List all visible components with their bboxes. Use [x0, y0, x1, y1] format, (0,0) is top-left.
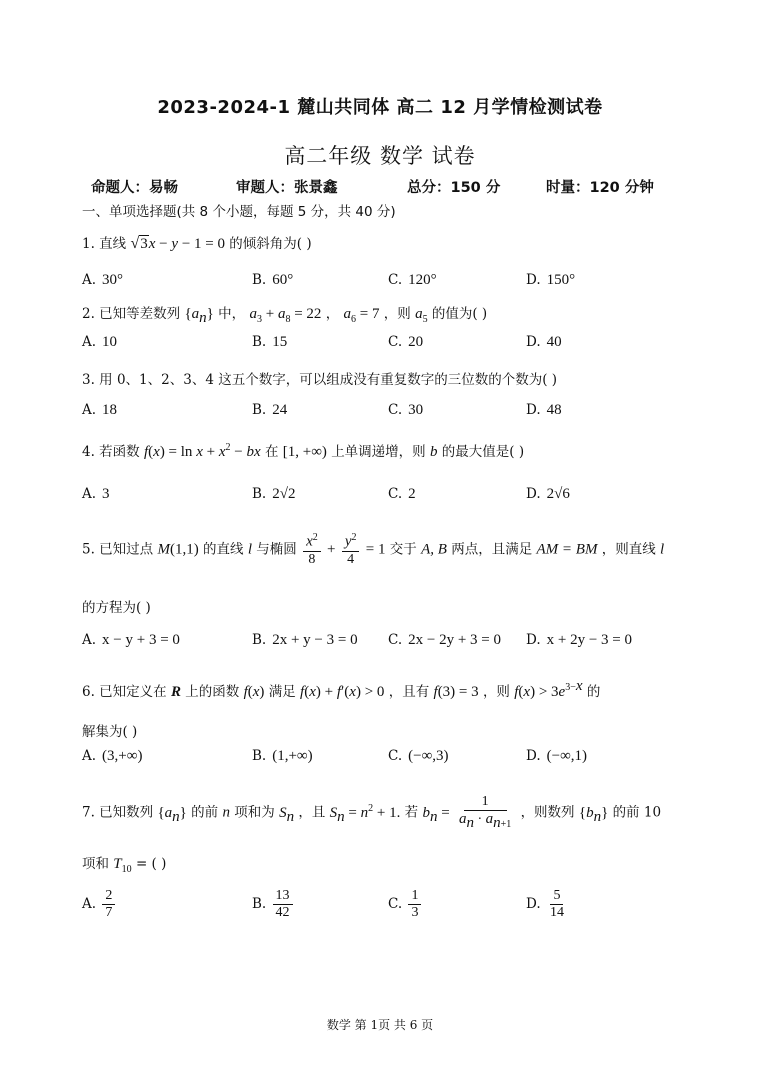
option-a[interactable]: A. 10	[82, 334, 118, 350]
option-d[interactable]: D. x + 2y − 3 = 0	[526, 632, 633, 648]
option-c[interactable]: C. (−∞,3)	[388, 748, 449, 764]
question-6: 6. 已知定义在 R 上的函数 f(x) 满足 f(x) + f′(x) > 0 ，且有 f(3) = 3 ，则 $f(x) > 3e^{3-x}$ 的	[82, 678, 601, 700]
question-7-line-2: 项和 $T_{10}$ = ( )	[82, 856, 167, 875]
total-score: 总分：150 分	[407, 180, 501, 196]
question-5-line-2: 的方程为( )	[82, 600, 151, 616]
options-4	[82, 486, 702, 512]
option-b[interactable]: B. $\frac{13}{42}$	[252, 888, 295, 921]
option-b[interactable]: B. (1,+∞)	[252, 748, 313, 764]
option-a[interactable]: A. 30°	[82, 272, 124, 288]
question-5: 5. 已知过点 M(1,1) 的直线 l 与椭圆 $\frac{x^2}{8}$ + $\frac{y^2}{4}$ = 1 交于 A, B 两点，且满足 AM = BM ，则直线 l	[82, 532, 665, 567]
time-limit: 时量：120 分钟	[546, 180, 654, 196]
question-7: 7. 已知数列 $\{a_n\}$ 的前 n 项和为 $S_n$ ，且 $S_n = n^2 + 1$. 若 $b_n$ = $\frac{1}{a_n \cdot a_{n+1}}$ ，则数列 $\{b_n\}$ 的前 10	[82, 794, 662, 831]
question-4: 4. 若函数 $f(x) = \ln x + x^2$ − bx 在 [1, +∞) 上单调递增，则 b 的最大值是( )	[82, 442, 525, 460]
page-footer: 数学 第 1页 共 6 页	[326, 1018, 434, 1032]
option-c[interactable]: C. $\frac{1}{3}$	[388, 888, 423, 921]
options-1	[82, 272, 702, 298]
options-6	[82, 748, 702, 774]
option-a[interactable]: A. (3,+∞)	[82, 748, 143, 764]
proposer: 命题人：易畅	[91, 180, 178, 196]
option-b[interactable]: B. 24	[252, 402, 288, 418]
option-d[interactable]: D. 48	[526, 402, 562, 418]
exam-subtitle: 高二年级 数学 试卷	[284, 144, 476, 168]
option-b[interactable]: B. 2x + y − 3 = 0	[252, 632, 358, 648]
option-c[interactable]: C. 2x − 2y + 3 = 0	[388, 632, 502, 648]
option-c[interactable]: C. 2	[388, 486, 416, 502]
question-stem: 1. 直线	[82, 236, 127, 252]
option-d[interactable]: D. $\frac{5}{14}$	[526, 888, 564, 921]
option-b[interactable]: B. 60°	[252, 272, 294, 288]
option-a[interactable]: A. $\frac{2}{7}$	[82, 888, 117, 921]
option-a[interactable]: A. 3	[82, 486, 110, 502]
option-c[interactable]: C. 20	[388, 334, 424, 350]
option-d[interactable]: D. 150°	[526, 272, 576, 288]
reviewer: 审题人：张景鑫	[236, 180, 338, 196]
option-d[interactable]: D. (−∞,1)	[526, 748, 588, 764]
option-d[interactable]: D. 2√6	[526, 486, 570, 502]
options-7	[82, 888, 702, 932]
formula: √3x − y − 1 = 0	[130, 235, 225, 252]
options-3	[82, 402, 702, 428]
options-2	[82, 334, 702, 360]
option-c[interactable]: C. 120°	[388, 272, 437, 288]
option-a[interactable]: A. 18	[82, 402, 118, 418]
options-5	[82, 632, 702, 658]
section-heading: 一、单项选择题(共 8 个小题，每题 5 分，共 40 分)	[82, 204, 396, 220]
option-b[interactable]: B. 15	[252, 334, 288, 350]
question-2: 2. 已知等差数列 $\{a_n\}$ 中， $a_3 + a_8 = 22$ ， $a_6 = 7$ ，则 $a_5$ 的值为( )	[82, 306, 488, 326]
option-d[interactable]: D. 40	[526, 334, 562, 350]
option-c[interactable]: C. 30	[388, 402, 424, 418]
exam-title: 2023-2024-1 麓山共同体 高二 12 月学情检测试卷	[157, 97, 603, 118]
option-a[interactable]: A. x − y + 3 = 0	[82, 632, 180, 648]
question-stem-end: 的倾斜角为( )	[229, 236, 312, 252]
option-b[interactable]: B. 2√2	[252, 486, 296, 502]
question-6-line-2: 解集为( )	[82, 724, 138, 740]
question-1	[82, 232, 312, 253]
question-3: 3. 用 0、1、2、3、4 这五个数字，可以组成没有重复数字的三位数的个数为( )	[82, 372, 558, 388]
